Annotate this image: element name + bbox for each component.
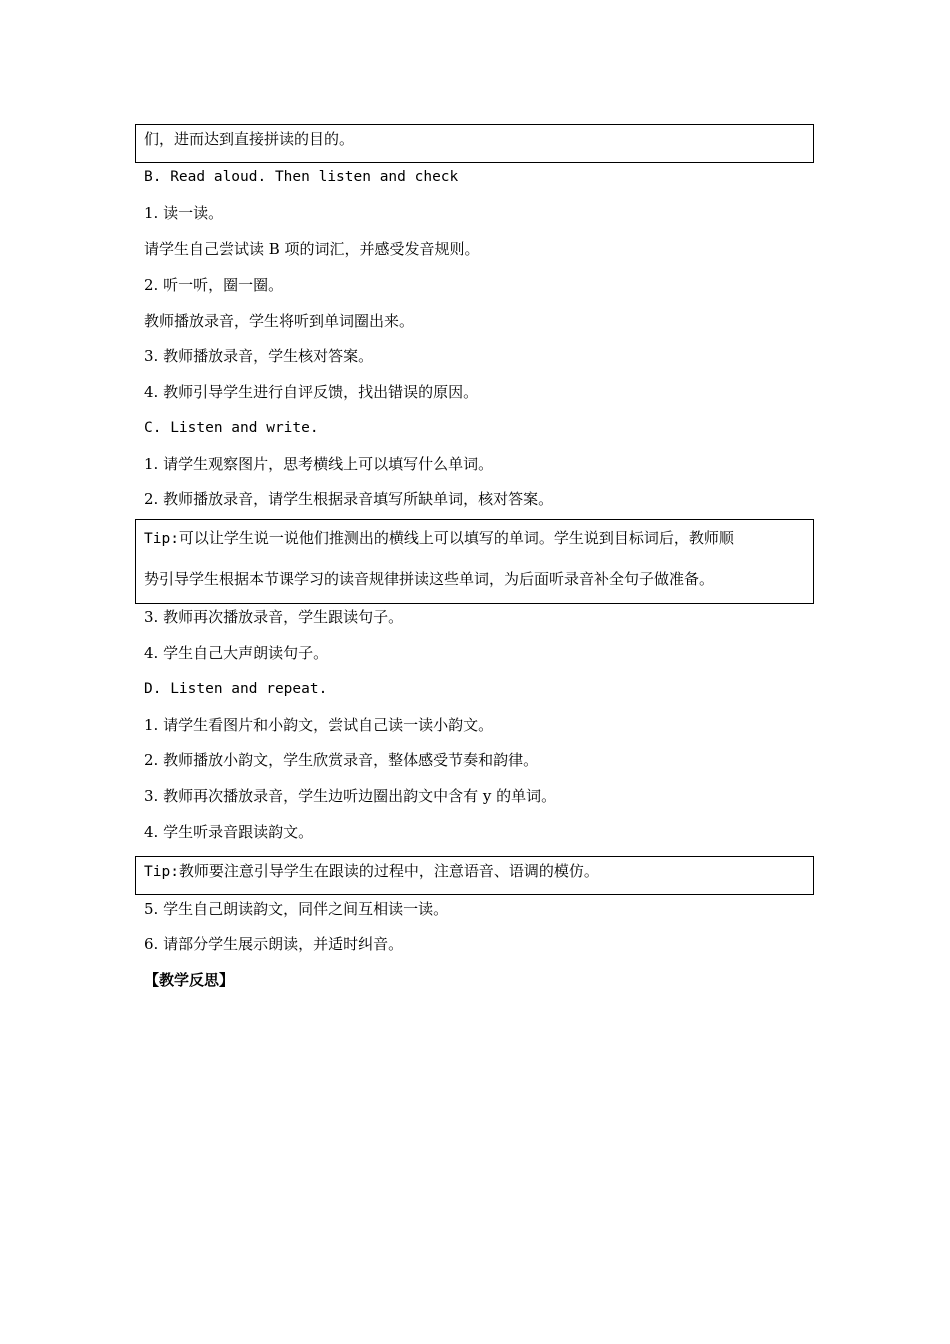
section-d-line: 1. 请学生看图片和小韵文，尝试自己读一读小韵文。 <box>144 716 494 734</box>
tip-text: 可以让学生说一说他们推测出的横线上可以填写的单词。学生说到目标词后，教师顺 <box>178 529 734 547</box>
section-b-heading: B. Read aloud. Then listen and check <box>144 169 459 185</box>
section-c-line: 3. 教师再次播放录音，学生跟读句子。 <box>144 608 404 626</box>
tip-box-c <box>135 519 814 604</box>
section-b-line: 4. 教师引导学生进行自评反馈，找出错误的原因。 <box>144 383 479 401</box>
section-c-heading: C. Listen and write. <box>144 420 319 436</box>
reflection-heading: 【教学反思】 <box>144 971 235 989</box>
section-d-line: 3. 教师再次播放录音，学生边听边圈出韵文中含有 y 的单词。 <box>144 787 557 805</box>
tip-line <box>144 861 599 882</box>
section-d-line: 6. 请部分学生展示朗读，并适时纠音。 <box>144 935 404 953</box>
section-b-line: 请学生自己尝试读 B 项的词汇，并感受发音规则。 <box>144 240 480 258</box>
section-c-line: 2. 教师播放录音，请学生根据录音填写所缺单词，核对答案。 <box>144 490 554 508</box>
section-d-line: 4. 学生听录音跟读韵文。 <box>144 823 314 841</box>
tip-label: Tip: <box>144 531 179 547</box>
tip-box-d <box>135 856 814 895</box>
section-b-line: 1. 读一读。 <box>144 204 224 222</box>
section-b-line: 2. 听一听，圈一圈。 <box>144 276 284 294</box>
tip-text: 教师要注意引导学生在跟读的过程中，注意语音、语调的模仿。 <box>178 862 599 880</box>
section-d-heading: D. Listen and repeat. <box>144 681 328 697</box>
section-c-line: 1. 请学生观察图片，思考横线上可以填写什么单词。 <box>144 455 494 473</box>
tip-line: 势引导学生根据本节课学习的读音规律拼读这些单词，为后面听录音补全句子做准备。 <box>144 570 715 588</box>
section-b-line: 教师播放录音，学生将听到单词圈出来。 <box>144 312 415 330</box>
tip-label: Tip: <box>144 864 179 880</box>
section-c-line: 4. 学生自己大声朗读句子。 <box>144 644 329 662</box>
continuation-box <box>135 124 814 163</box>
section-d-line: 5. 学生自己朗读韵文，同伴之间互相读一读。 <box>144 900 449 918</box>
tip-line <box>144 528 734 549</box>
section-d-line: 2. 教师播放小韵文，学生欣赏录音，整体感受节奏和韵律。 <box>144 751 539 769</box>
box-text: 们，进而达到直接拼读的目的。 <box>144 130 355 148</box>
section-b-line: 3. 教师播放录音，学生核对答案。 <box>144 347 374 365</box>
